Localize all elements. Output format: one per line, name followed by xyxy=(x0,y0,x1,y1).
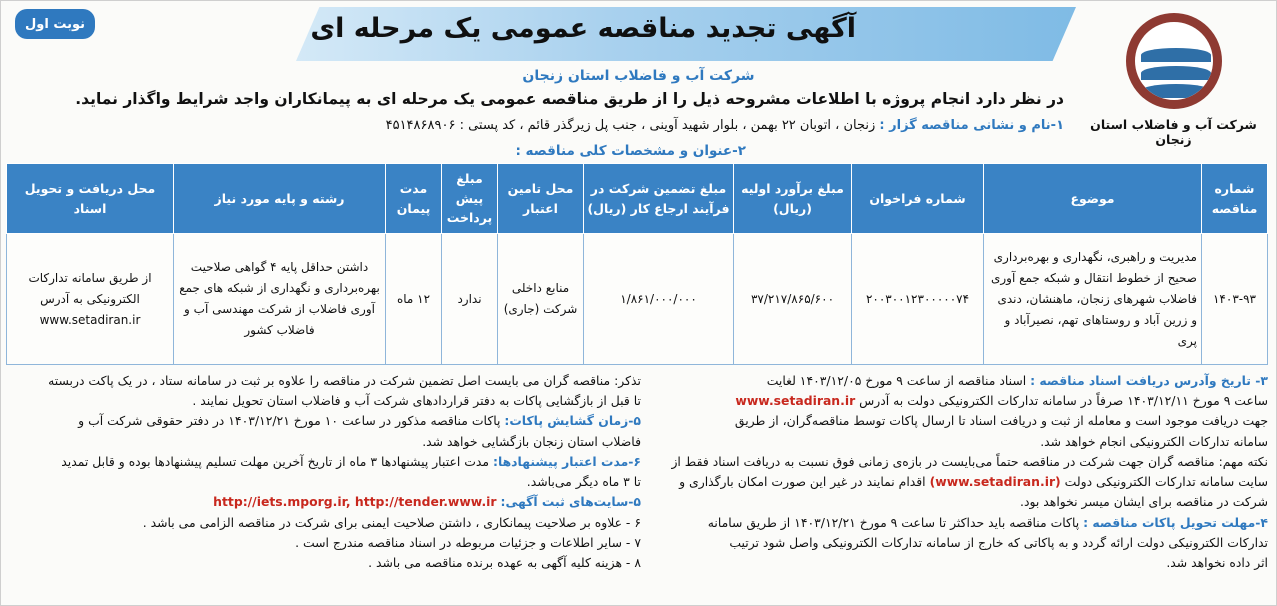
section-6-line-1 xyxy=(11,452,641,472)
section-6-text: مدت اعتبار پیشنهادها ۳ ماه از تاریخ آخرین مهلت تسلیم پیشنهادها بوده و قابل تمدید xyxy=(61,453,490,469)
table-header: رشته و پایه مورد نیاز xyxy=(174,164,386,234)
notice-title: آگهی تجدید مناقصه عمومی یک مرحله ای xyxy=(310,13,856,44)
section-3-text: اسناد مناقصه از ساعت ۹ مورخ ۱۴۰۳/۱۲/۰۵ لغایت xyxy=(766,373,1027,388)
intro-text: در نظر دارد انجام پروژه با اطلاعات مشروحه ذیل را از طریق مناقصه عمومی یک مرحله ای به پیمانکاران واجد شرایط واگذار نماید. xyxy=(75,90,1064,108)
section-5-line-2: فاضلاب استان زنجان بازگشایی خواهد شد. xyxy=(422,433,641,449)
section-3-line-1 xyxy=(648,371,1268,391)
table-row xyxy=(7,234,1268,365)
section-7-heading: ۵-سایت‌های ثبت آگهی: xyxy=(500,494,641,510)
water-company-logo-icon xyxy=(1126,13,1222,109)
section-3-heading: ۳- تاریخ وآدرس دریافت اسناد مناقصه : xyxy=(1030,373,1268,388)
table-header: موضوع xyxy=(984,164,1202,234)
cell-estimate: ۳۷/۲۱۷/۸۶۵/۶۰۰ xyxy=(734,234,852,365)
section-3-line-3: جهت دریافت موجود است و معامله از ثبت و دریافت اسناد تا ارسال پاکات توسط مناقصه‌گران، از طریق xyxy=(734,413,1268,429)
clause-6: ۶ - علاوه بر صلاحیت پیمانکاری ، داشتن صلاحیت ایمنی برای شرکت در مناقصه الزامی می باشد . xyxy=(142,514,641,530)
cell-prepayment: ندارد xyxy=(442,234,498,365)
tender-table-wrapper xyxy=(7,163,1268,365)
note-text: سایت سامانه تدارکات الکترونیکی دولت xyxy=(1064,474,1268,490)
section-4-text: پاکات مناقصه باید حداکثر تا ساعت ۹ مورخ ۱۴۰۳/۱۲/۲۱ از طریق سامانه xyxy=(707,514,1080,530)
note-line-3: شرکت در مناقصه برای ایشان میسر نخواهد بود. xyxy=(1020,494,1268,510)
section-4-heading: ۴-مهلت تحویل پاکات مناقصه : xyxy=(1083,514,1268,530)
table-header: مبلغ برآورد اولیه (ریال) xyxy=(734,164,852,234)
cell-call-number: ۲۰۰۳۰۰۱۲۳۰۰۰۰۰۷۴ xyxy=(852,234,984,365)
setadiran-link-note[interactable]: (www.setadiran.ir) xyxy=(929,474,1061,490)
cell-guarantee: ۱/۸۶۱/۰۰۰/۰۰۰ xyxy=(584,234,734,365)
clause-8: ۸ - هزینه کلیه آگهی به عهده برنده مناقصه می باشد . xyxy=(368,554,641,570)
tip-line-2: تا قبل از بازگشایی پاکات به دفتر قراردادهای شرکت آب و فاضلاب استان تحویل نمایند . xyxy=(192,393,641,409)
note-line-2 xyxy=(648,472,1268,492)
tender-table xyxy=(6,163,1268,365)
table-header: مدت پیمان xyxy=(386,164,442,234)
section-5-heading: ۵-زمان گشایش پاکات: xyxy=(504,413,641,429)
table-header: شماره مناقصه xyxy=(1202,164,1268,234)
cell-funding-source: منابع داخلی شرکت (جاری) xyxy=(498,234,584,365)
section-3-line-4: سامانه تدارکات الکترونیکی انجام خواهد شد. xyxy=(1040,433,1268,449)
left-column xyxy=(11,371,641,573)
section-2-heading: ۲-عنوان و مشخصات کلی مناقصه : xyxy=(515,143,746,159)
section-1-heading: ۱-نام و نشانی مناقصه گزار : xyxy=(879,118,1064,133)
cell-document-place: از طریق سامانه تدارکات الکترونیکی به آدرس www.setadiran.ir xyxy=(7,234,174,365)
cell-required-grade: داشتن حداقل پایه ۴ گواهی صلاحیت بهره‌برداری و نگهداری از شبکه های جمع آوری فاضلاب از شرکت مهندسی آب و فاضلاب کشور xyxy=(174,234,386,365)
section-5-line-1 xyxy=(11,411,641,431)
table-header: مبلغ پیش پرداخت xyxy=(442,164,498,234)
note-text: اقدام نمایند در غیر این صورت امکان بارگذاری و xyxy=(679,474,926,490)
clause-7: ۷ - سایر اطلاعات و جزئیات مربوطه در اسناد مناقصه مندرج است . xyxy=(295,534,641,550)
logo-org-name: شرکت آب و فاضلاب استان زنجان xyxy=(1090,117,1257,147)
section-6-heading: ۶-مدت اعتبار پیشنهادها: xyxy=(492,453,641,469)
ad-sites-links[interactable]: http://iets.mporg.ir, http://tender.www.ir xyxy=(213,494,497,510)
section-3-line-2 xyxy=(648,391,1268,411)
cell-subject: مدیریت و راهبری، نگهداری و بهره‌برداری صحیح از خطوط انتقال و شبکه جمع آوری فاضلاب شهرهای زنجان، ماهنشان، دندی و زرین آباد و روستاهای تهم، نصیرآباد و پری xyxy=(984,234,1202,365)
cell-contract-duration: ۱۲ ماه xyxy=(386,234,442,365)
table-header: محل تامین اعتبار xyxy=(498,164,584,234)
right-column xyxy=(648,371,1268,573)
section-7-line xyxy=(11,492,641,512)
company-name: شرکت آب و فاضلاب استان زنجان xyxy=(522,68,755,84)
table-header: محل دریافت و تحویل اسناد xyxy=(7,164,174,234)
section-1-text: زنجان ، اتوبان ۲۲ بهمن ، بلوار شهید آوینی ، جنب پل زیرگذر قائم ، کد پستی : ۴۵۱۴۸۶۸۹۰۶ xyxy=(385,118,876,133)
section-3-text: ساعت ۹ مورخ ۱۴۰۳/۱۲/۱۱ صرفاً در سامانه تدارکات الکترونیکی دولت به آدرس xyxy=(859,393,1268,409)
section-4-line-1 xyxy=(648,513,1268,533)
section-5-text: پاکات مناقصه مذکور در ساعت ۱۰ مورخ ۱۴۰۳/۱۲/۲۱ در دفتر حقوقی شرکت آب و xyxy=(78,413,501,429)
section-4-line-2: تدارکات الکترونیکی دولت ارائه گردد و به پاکاتی که خارج از سامانه تدارکات الکترونیکی واصل شود ترتیب xyxy=(729,534,1268,550)
section-6-line-2: تا ۳ ماه دیگر می‌باشد. xyxy=(526,474,641,490)
table-header: مبلغ تضمین شرکت در فرآیند ارجاع کار (ریال) xyxy=(584,164,734,234)
section-1 xyxy=(386,118,1064,133)
cell-tender-number: ۱۴۰۳-۹۳ xyxy=(1202,234,1268,365)
table-header: شماره فراخوان xyxy=(852,164,984,234)
first-notice-badge: نوبت اول xyxy=(15,9,95,39)
setadiran-link[interactable]: www.setadiran.ir xyxy=(735,393,856,409)
tip-line-1: تذکر: مناقصه گران می بایست اصل تضمین شرکت در مناقصه را علاوه بر ثبت در سامانه ستاد ، در یک پاکت دربسته xyxy=(48,373,641,388)
table-header-row xyxy=(7,164,1268,234)
section-4-line-3: اثر داده نخواهد شد. xyxy=(1166,554,1268,570)
note-line-1: نکته مهم: مناقصه گران جهت شرکت در مناقصه حتماً می‌بایست در بازه‌ی زمانی فوق نسبت به دریافت اسناد فقط از xyxy=(671,453,1268,469)
